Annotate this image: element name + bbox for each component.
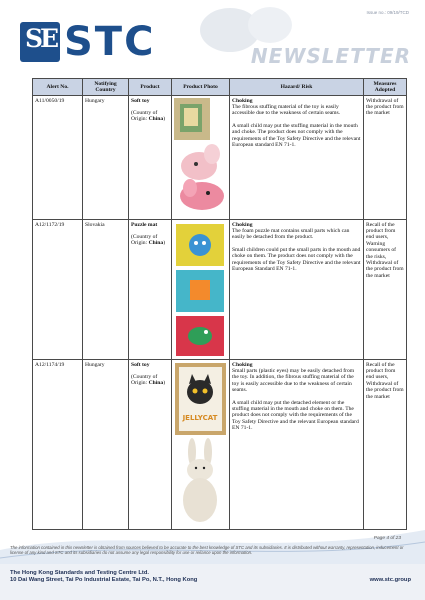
soft-toy-photo-image — [172, 96, 229, 219]
product-photo-puzzle-mat — [172, 220, 230, 360]
footer-swoosh-decoration — [0, 520, 425, 565]
product-name: Soft toy — [131, 97, 150, 104]
header-product-photo: Product Photo — [172, 79, 230, 96]
website-link[interactable]: www.stc.group — [369, 577, 411, 583]
product-cell — [129, 360, 172, 530]
country-of-origin: (Country of Origin: China) — [131, 373, 166, 387]
table-row — [33, 220, 407, 360]
hazard-description: The fibrous stuffing material of the toy is easily accessible due to the weakness of certain seams. — [232, 103, 341, 117]
page-number: Page 4 of 23 — [373, 536, 401, 541]
product-name: Puzzle mat — [131, 221, 158, 228]
newsletter-title: NEWSLETTER — [250, 44, 411, 68]
product-cell — [129, 220, 172, 360]
header-notifying-country: Notifying Country — [83, 79, 129, 96]
product-photo-soft-toy-bunny — [172, 360, 230, 530]
table-row — [33, 360, 407, 530]
hazard-risk-cell — [230, 360, 364, 530]
alert-no: A11/0050/19 — [33, 96, 83, 220]
hazard-description: The foam puzzle mat contains small parts which can easily be detached from the product. — [232, 227, 350, 241]
alerts-table — [32, 78, 407, 530]
country-of-origin: (Country of Origin: China) — [131, 109, 166, 123]
header-alert-no: Alert No. — [33, 79, 83, 96]
product-photo-soft-toy — [172, 96, 230, 220]
hazard-risk-description: A small child may put the stuffing material in the mouth and choke. The product does not comply with the requirements of the Toy Safety Directive and the relevant European standard EN 71-1. — [232, 122, 361, 148]
company-name: The Hong Kong Standards and Testing Centre Ltd. — [10, 570, 150, 576]
header-product: Product — [129, 79, 172, 96]
jellycat-label: JELLYCAT — [182, 414, 218, 422]
table-row — [33, 96, 407, 220]
stc-logo — [20, 19, 156, 65]
alert-no: A12/1174/19 — [33, 360, 83, 530]
product-name: Soft toy — [131, 361, 150, 368]
header-measures-adopted: Measures Adopted — [364, 79, 407, 96]
soft-toy-bunny-photo-image — [172, 360, 229, 529]
notifying-country: Hungary — [83, 360, 129, 530]
stc-logo-text: STC — [64, 19, 156, 65]
measures-adopted: Recall of the product from end users, Withdrawal of the product from the market — [364, 360, 407, 530]
measures-adopted: Recall of the product from end users, Warning consumers of the risks, Withdrawal of the product from the market — [364, 220, 407, 360]
company-info — [10, 570, 197, 584]
notifying-country: Slovakia — [83, 220, 129, 360]
notifying-country: Hungary — [83, 96, 129, 220]
table-header-row — [33, 79, 407, 96]
page-header — [0, 0, 425, 78]
alert-no: A12/1172/19 — [33, 220, 83, 360]
hazard-title: Choking — [232, 361, 253, 368]
issue-number: Issue no.: 09/19/TCD — [366, 10, 409, 15]
hazard-title: Choking — [232, 97, 253, 104]
hazard-title: Choking — [232, 221, 253, 228]
hazard-risk-description: A small child may put the detached element or the stuffing material in the mouth and choke on them. The product does not comply with the requirements of the Toy Safety Directive and the relevant European standard EN 71-1. — [232, 399, 359, 432]
stc-logo-mark: SE — [20, 22, 60, 62]
product-cell — [129, 96, 172, 220]
header-hazard-risk: Hazard/ Risk — [230, 79, 364, 96]
hazard-risk-description: Small children could put the small parts in the mouth and choke on them. The product does not comply with the requirements of the Toy Safety Directive and the relevant European Standard EN 71-1. — [232, 246, 361, 272]
puzzle-mat-photo-image — [172, 220, 229, 359]
measures-adopted: Withdrawal of the product from the market — [364, 96, 407, 220]
hazard-risk-cell — [230, 220, 364, 360]
hazard-risk-cell — [230, 96, 364, 220]
disclaimer-text: The information contained in this newsletter is obtained from sources believed to be accurate to the best knowledge of STC and its subsidiaries. It is distributed without warranty, representation, inducement or license of any kind and STC and its subsidiaries do not assume any legal responsibility for use or reliance upon the information. — [10, 545, 404, 556]
hazard-description: Small parts (plastic eyes) may be easily detached from the toy. In addition, the fibrous stuffing material of the toy is easily accessible due to the weakness of certain seams. — [232, 367, 355, 394]
company-address: 10 Dai Wang Street, Tai Po Industrial Estate, Tai Po, N.T., Hong Kong — [10, 577, 198, 584]
country-of-origin: (Country of Origin: China) — [131, 233, 166, 247]
